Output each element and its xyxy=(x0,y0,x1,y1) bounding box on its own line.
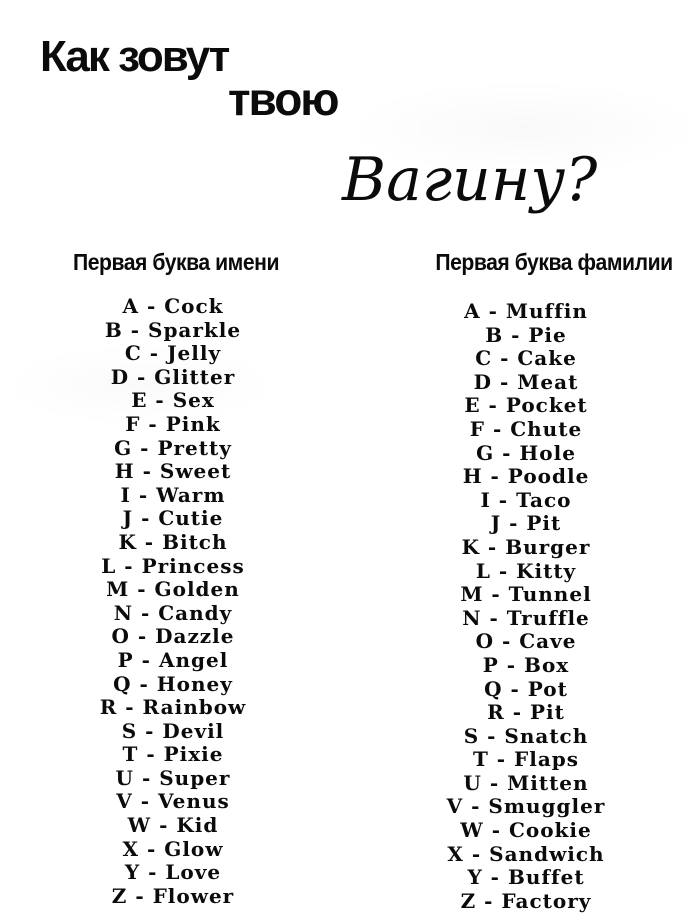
list-item: Z - Flower xyxy=(111,883,235,908)
title-line-2: твою xyxy=(228,73,338,125)
list-item: N - Truffle xyxy=(462,605,590,630)
list-item: L - Princess xyxy=(101,553,245,578)
list-item: O - Cave xyxy=(475,629,577,654)
list-item: A - Muffin xyxy=(464,299,588,323)
list-item: K - Burger xyxy=(461,534,591,559)
list-item: U - Super xyxy=(115,765,231,790)
list-item: A - Cock xyxy=(122,294,224,318)
list-item: D - Meat xyxy=(473,369,579,394)
list-item: Q - Pot xyxy=(484,676,568,701)
list-item: P - Angel xyxy=(117,647,229,672)
list-item: W - Cookie xyxy=(460,818,592,843)
list-item: B - Sparkle xyxy=(104,317,242,342)
list-item: U - Mitten xyxy=(463,770,589,795)
list-item: F - Chute xyxy=(469,416,583,441)
list-item: S - Devil xyxy=(121,718,225,743)
list-item: X - Sandwich xyxy=(447,841,605,866)
list-item: Z - Factory xyxy=(460,888,592,913)
list-item: M - Tunnel xyxy=(460,582,592,607)
list-item: R - Pit xyxy=(487,700,565,725)
last-name-column xyxy=(385,249,673,913)
list-item: O - Dazzle xyxy=(111,624,235,649)
first-name-column-header: Первая буква имени xyxy=(72,249,280,275)
list-item: C - Jelly xyxy=(124,341,222,366)
list-item: X - Glow xyxy=(122,836,224,861)
list-item: V - Smuggler xyxy=(446,794,606,819)
title-line-3: Вагину? xyxy=(342,145,598,215)
list-item: B - Pie xyxy=(485,322,567,347)
list-item: Y - Buffet xyxy=(467,865,585,890)
list-item: Y - Love xyxy=(124,860,222,885)
list-item: T - Pixie xyxy=(122,742,224,767)
list-item: H - Poodle xyxy=(462,464,590,489)
list-item: R - Rainbow xyxy=(99,695,247,720)
list-item: T - Flaps xyxy=(472,747,580,772)
list-item: L - Kitty xyxy=(475,558,577,583)
first-name-letter-list xyxy=(40,295,306,908)
list-item: E - Sex xyxy=(131,388,215,413)
list-item: S - Snatch xyxy=(463,723,589,748)
list-item: I - Warm xyxy=(120,482,226,507)
list-item: P - Box xyxy=(482,652,570,677)
list-item: J - Cutie xyxy=(122,506,224,531)
list-item: N - Candy xyxy=(113,600,233,625)
list-item: D - Glitter xyxy=(110,364,236,389)
list-item: H - Sweet xyxy=(114,459,232,484)
list-item: C - Cake xyxy=(475,346,577,371)
last-name-column-header: Первая буква фамилии xyxy=(435,249,673,275)
list-item: K - Bitch xyxy=(118,529,228,554)
title-line-1: Как зовут xyxy=(40,32,229,81)
list-item: G - Hole xyxy=(476,440,576,465)
first-name-column xyxy=(40,251,306,908)
list-item: E - Pocket xyxy=(464,393,588,418)
list-item: M - Golden xyxy=(106,577,240,602)
list-item: W - Kid xyxy=(127,813,219,838)
list-item: F - Pink xyxy=(125,411,221,436)
list-item: V - Venus xyxy=(116,789,230,814)
last-name-letter-list xyxy=(385,300,667,913)
list-item: J - Pit xyxy=(490,511,562,536)
list-item: G - Pretty xyxy=(114,435,232,460)
list-item: I - Taco xyxy=(480,487,572,512)
list-item: Q - Honey xyxy=(113,671,233,696)
